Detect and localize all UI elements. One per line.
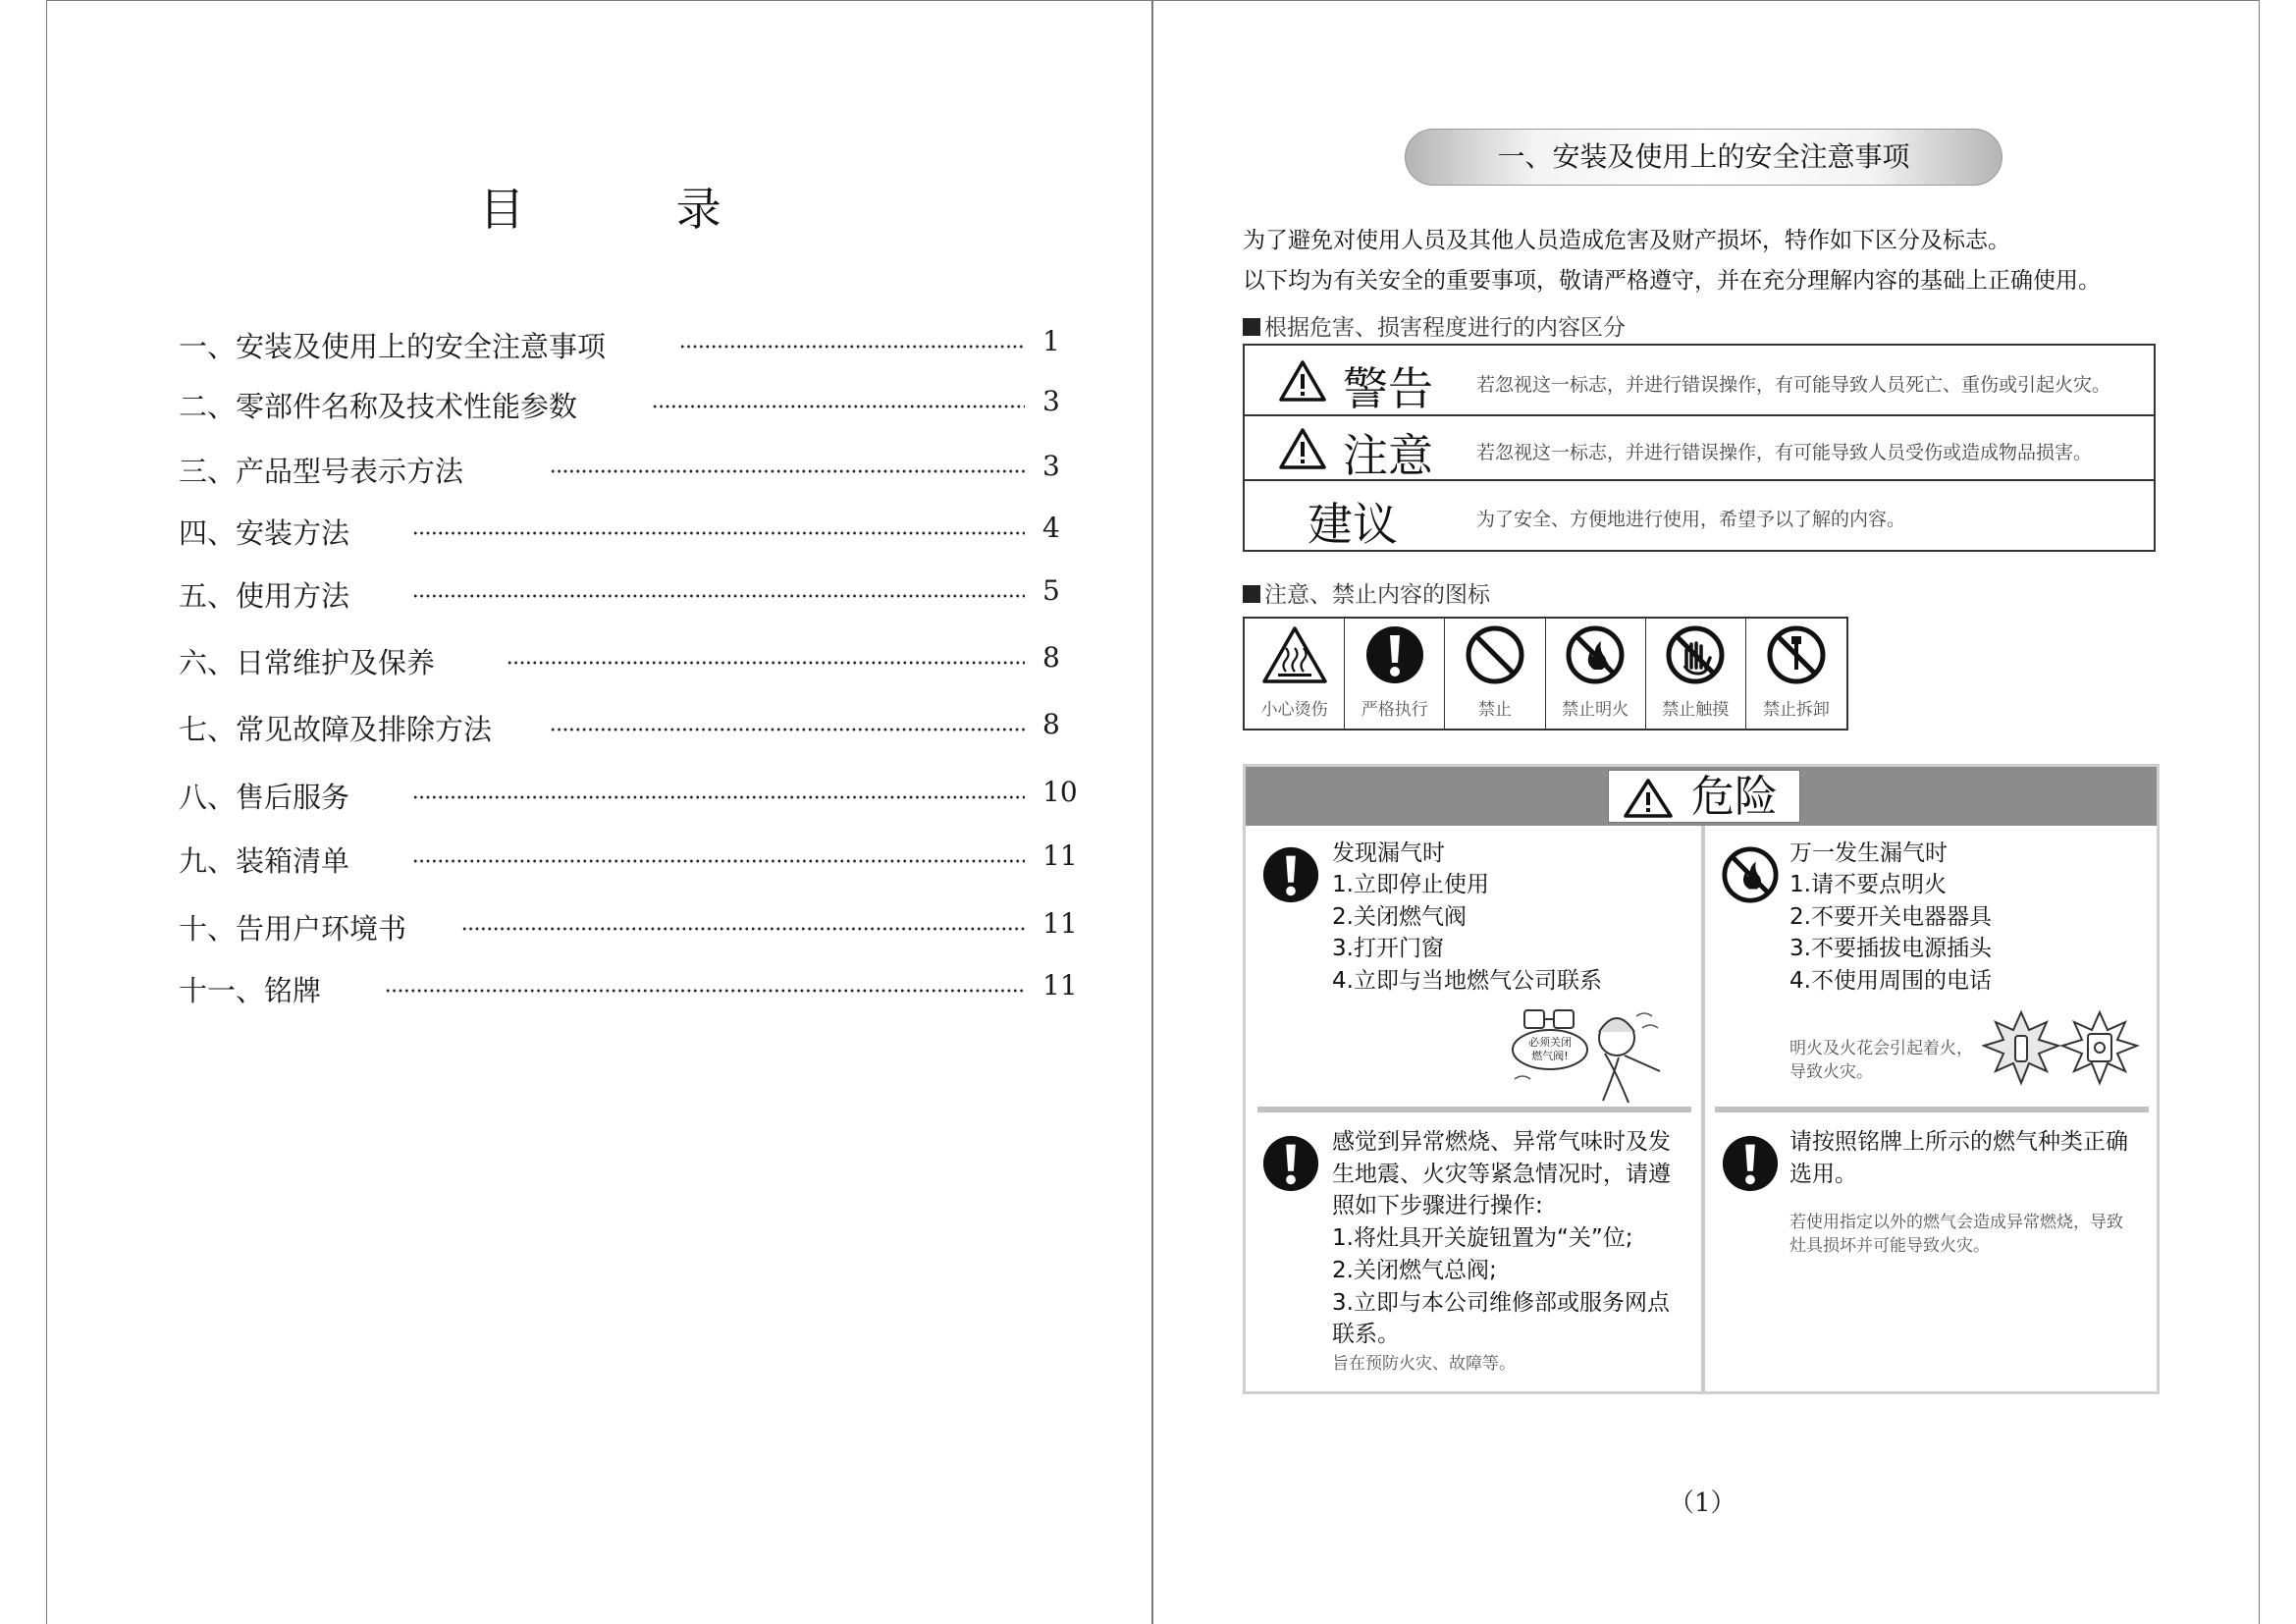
spark-hazard-illustration [1982, 1008, 2149, 1089]
toc-item-page: 5 [1042, 574, 1060, 607]
toc-item-page: 11 [1042, 969, 1078, 1001]
toc-leader-dots [461, 927, 1025, 931]
toc-item-page: 3 [1042, 450, 1060, 482]
gas-leak-emergency-step: 1.请不要点明火 [1789, 872, 1947, 897]
levels-heading-text: 根据危害、损害程度进行的内容区分 [1264, 315, 1626, 341]
emergency-procedure-line: 2.关闭燃气总阀; [1332, 1258, 1497, 1283]
woman-smelling-gas-illustration [1509, 999, 1676, 1105]
mandatory-icon [1721, 1134, 1780, 1193]
toc-item[interactable] [179, 450, 1082, 493]
hot-surface-icon [1260, 624, 1329, 685]
emergency-note: 旨在预防火灾、故障等。 [1332, 1354, 1516, 1374]
toc-item-label: 二、零部件名称及技术性能参数 [179, 385, 589, 425]
toc-item-page: 4 [1042, 512, 1060, 544]
toc-item-page: 10 [1042, 776, 1078, 808]
toc-leader-dots [412, 859, 1025, 863]
toc-item[interactable] [179, 907, 1082, 950]
gas-type-instruction: 请按照铭牌上所示的燃气种类正确 [1789, 1129, 2128, 1155]
gas-leak-emergency-step: 3.不要插拔电源插头 [1789, 936, 1992, 961]
gas-leak-emergency-step: 2.不要开关电器器具 [1789, 904, 1992, 930]
emergency-procedure-line: 照如下步骤进行操作: [1332, 1193, 1543, 1218]
gas-leak-emergency-step: 4.不使用周围的电话 [1789, 968, 1992, 994]
gas-type-note: 灶具损坏并可能导致火灾。 [1789, 1236, 1990, 1256]
no-open-flame-icon [1721, 845, 1780, 904]
no-disassembly-icon [1766, 624, 1827, 685]
symbol-caption: 禁止明火 [1562, 700, 1629, 720]
symbol-caption: 禁止 [1477, 700, 1512, 720]
emergency-procedure-line: 联系。 [1332, 1322, 1400, 1347]
toc-item[interactable] [179, 776, 1082, 819]
toc-item[interactable] [179, 641, 1082, 684]
caution-triangle-icon [1278, 427, 1327, 470]
gas-type-instruction: 选用。 [1789, 1162, 1857, 1187]
emergency-procedure-line: 1.将灶具开关旋钮置为“关”位; [1332, 1225, 1633, 1251]
level-desc-caution: 若忽视这一标志，并进行错误操作，有可能导致人员受伤或造成物品损害。 [1476, 442, 2093, 463]
level-desc-advice: 为了安全、方便地进行使用，希望予以了解的内容。 [1476, 509, 1906, 530]
symbol-hot-surface [1245, 619, 1345, 729]
symbol-no-disassembly [1746, 619, 1846, 729]
toc-leader-dots [412, 795, 1025, 799]
toc-item-page: 8 [1042, 708, 1060, 740]
intro-line-1: 为了避免对使用人员及其他人员造成危害及财产损坏，特作如下区分及标志。 [1243, 228, 2010, 253]
toc-title: 目 录 [479, 183, 790, 236]
intro-line-2: 以下均为有关安全的重要事项，敬请严格遵守，并在充分理解内容的基础上正确使用。 [1243, 268, 2101, 294]
spark-note: 明火及火花会引起着火， [1789, 1039, 1973, 1058]
danger-label [1608, 770, 1800, 823]
danger-divider-left [1257, 1107, 1691, 1112]
toc-leader-dots [385, 989, 1025, 993]
toc-leader-dots [679, 345, 1025, 349]
level-name-warning: 警告 [1343, 362, 1433, 415]
level-name-caution: 注意 [1343, 429, 1433, 482]
gas-leak-step: 3.打开门窗 [1332, 936, 1444, 961]
danger-triangle-icon [1623, 778, 1674, 819]
symbol-prohibited [1445, 619, 1545, 729]
left-page [46, 0, 1152, 1624]
mandatory-icon [1364, 624, 1425, 685]
toc-item-label: 七、常见故障及排除方法 [179, 708, 504, 748]
illustration-bubble-text: 燃气阀! [1531, 1050, 1569, 1062]
symbol-mandatory [1345, 619, 1445, 729]
gas-type-note: 若使用指定以外的燃气会造成异常燃烧，导致 [1789, 1213, 2123, 1232]
symbol-caption: 严格执行 [1361, 700, 1428, 720]
gas-leak-step: 1.立即停止使用 [1332, 872, 1489, 897]
symbol-no-touch [1646, 619, 1746, 729]
gas-leak-emergency-title: 万一发生漏气时 [1789, 840, 1948, 866]
emergency-procedure-line: 生地震、火灾等紧急情况时，请遵 [1332, 1162, 1671, 1187]
bullet-square-icon [1243, 318, 1260, 336]
spark-note: 导致火灾。 [1789, 1062, 1873, 1082]
symbol-caption: 禁止拆卸 [1762, 700, 1830, 720]
symbol-caption: 禁止触摸 [1662, 700, 1730, 720]
toc-item-page: 3 [1042, 385, 1060, 417]
toc-item[interactable] [179, 385, 1082, 428]
icons-heading [1243, 576, 1490, 609]
toc-item-label: 八、售后服务 [179, 776, 361, 816]
toc-item-label: 四、安装方法 [179, 512, 361, 552]
symbol-legend-table [1243, 617, 1848, 731]
level-row-warning [1245, 346, 2154, 416]
toc-item-label: 五、使用方法 [179, 574, 361, 615]
level-row-caution [1245, 416, 2154, 481]
gas-leak-step: 2.关闭燃气阀 [1332, 904, 1467, 930]
toc-item[interactable] [179, 574, 1082, 618]
toc-leader-dots [550, 728, 1025, 731]
danger-divider-right [1715, 1107, 2149, 1112]
toc-item-page: 11 [1042, 839, 1078, 872]
no-touch-icon [1665, 624, 1726, 685]
level-row-advice [1245, 481, 2154, 550]
toc-item-page: 11 [1042, 907, 1078, 940]
toc-item[interactable] [179, 512, 1082, 555]
icons-heading-text: 注意、禁止内容的图标 [1264, 582, 1490, 608]
toc-item[interactable] [179, 969, 1082, 1012]
warning-triangle-icon [1278, 359, 1327, 403]
toc-item-label: 九、装箱清单 [179, 839, 361, 880]
toc-leader-dots [507, 661, 1025, 665]
toc-item[interactable] [179, 708, 1082, 751]
toc-leader-dots [412, 594, 1025, 598]
toc-leader-dots [550, 469, 1025, 473]
toc-item-label: 三、产品型号表示方法 [179, 450, 475, 490]
level-desc-warning: 若忽视这一标志，并进行错误操作，有可能导致人员死亡、重伤或引起火灾。 [1476, 374, 2111, 396]
toc-item-page: 8 [1042, 641, 1060, 674]
danger-label-text: 危险 [1691, 772, 1778, 822]
danger-divider-vertical [1701, 826, 1705, 1391]
level-name-advice: 建议 [1308, 498, 1398, 551]
mandatory-icon [1261, 845, 1320, 904]
gas-leak-title: 发现漏气时 [1332, 840, 1445, 866]
danger-header-bar [1246, 767, 2157, 826]
emergency-procedure-line: 感觉到异常燃烧、异常气味时及发 [1332, 1129, 1671, 1155]
toc-leader-dots [652, 405, 1025, 408]
toc-item[interactable] [179, 325, 1082, 368]
illustration-bubble-text: 必须关闭 [1528, 1036, 1572, 1049]
prohibited-icon [1465, 624, 1525, 685]
gas-leak-step: 4.立即与当地燃气公司联系 [1332, 968, 1602, 994]
hazard-level-table [1243, 344, 2156, 552]
section-title-banner: 一、安装及使用上的安全注意事项 [1405, 129, 2002, 186]
toc-item[interactable] [179, 839, 1082, 883]
bullet-square-icon [1243, 585, 1260, 603]
toc-leader-dots [412, 531, 1025, 535]
levels-heading [1243, 309, 1626, 342]
page-number: （1） [1669, 1489, 1736, 1518]
mandatory-icon [1261, 1134, 1320, 1193]
symbol-no-open-flame [1546, 619, 1646, 729]
toc-item-label: 十、告用户环境书 [179, 907, 418, 947]
emergency-procedure-line: 3.立即与本公司维修部或服务网点 [1332, 1290, 1670, 1316]
symbol-caption: 小心烫伤 [1260, 700, 1328, 720]
no-open-flame-icon [1565, 624, 1626, 685]
toc-item-label: 十一、铭牌 [179, 969, 333, 1009]
danger-panel [1243, 764, 2160, 1394]
toc-item-label: 六、日常维护及保养 [179, 641, 447, 681]
toc-item-page: 1 [1042, 325, 1060, 357]
toc-item-label: 一、安装及使用上的安全注意事项 [179, 325, 617, 365]
